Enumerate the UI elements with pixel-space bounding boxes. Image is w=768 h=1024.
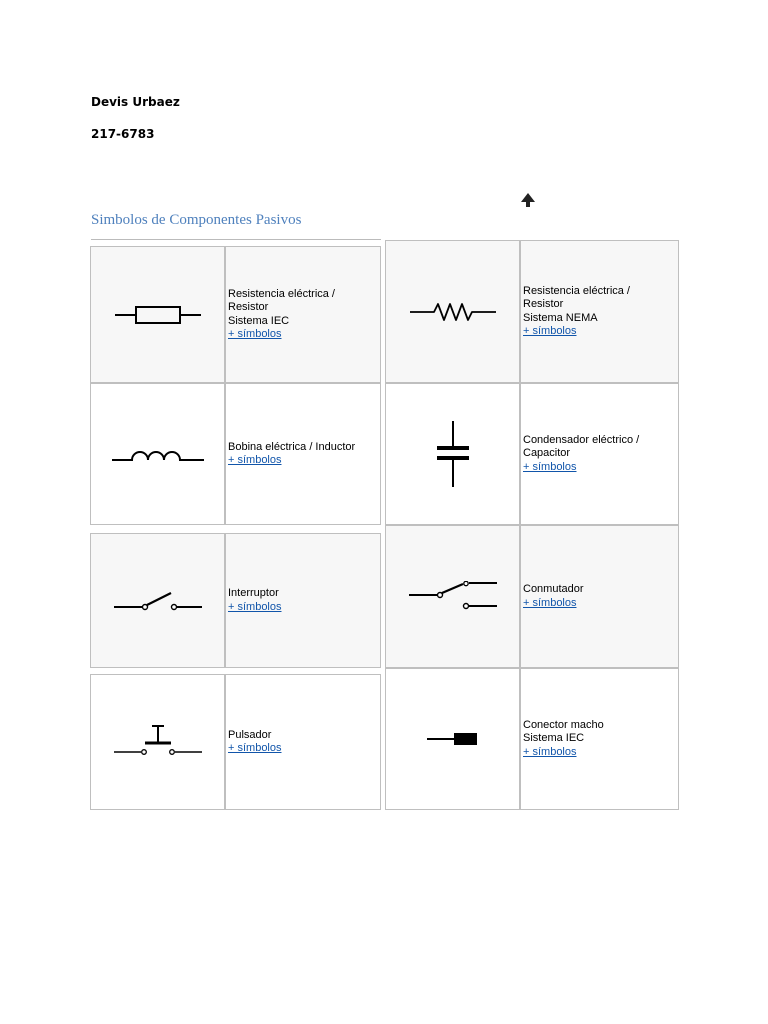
- component-description-cell: [225, 246, 381, 383]
- section-title: Simbolos de Componentes Pasivos: [91, 212, 302, 228]
- component-description-cell: [520, 525, 679, 668]
- component-label: Interruptor: [228, 587, 279, 599]
- component-label: Conmutador: [523, 583, 584, 595]
- component-icon-cell: [385, 525, 520, 668]
- component-description-cell: [225, 674, 381, 810]
- inductor-icon: [110, 442, 206, 466]
- switch-icon: [112, 589, 204, 613]
- component-icon-cell: [385, 668, 520, 810]
- component-label: Sistema IEC: [228, 314, 290, 327]
- component-icon-cell: [385, 383, 520, 525]
- component-description-cell: [225, 533, 381, 668]
- more-symbols-link[interactable]: + símbolos: [523, 596, 577, 609]
- resistor-iec-icon: [113, 303, 203, 327]
- author-id: 217-6783: [91, 127, 155, 141]
- arrow-up-icon[interactable]: [520, 192, 536, 208]
- more-symbols-link[interactable]: + símbolos: [523, 745, 577, 758]
- components-table: [90, 240, 679, 811]
- component-label: Pulsador: [228, 728, 272, 741]
- more-symbols-link[interactable]: + símbolos: [228, 328, 282, 340]
- component-icon-cell: [385, 240, 520, 383]
- component-label: Sistema NEMA: [523, 311, 598, 324]
- author-name: Devis Urbaez: [91, 95, 180, 109]
- component-label: Condensador eléctrico /: [523, 433, 640, 446]
- more-symbols-link[interactable]: + símbolos: [523, 460, 577, 473]
- component-description-cell: [225, 383, 381, 525]
- component-icon-cell: [90, 383, 225, 525]
- more-symbols-link[interactable]: + símbolos: [228, 742, 282, 754]
- resistor-nema-icon: [408, 300, 498, 324]
- capacitor-icon: [433, 419, 473, 489]
- component-label: Resistor: [228, 301, 269, 313]
- component-label: Resistor: [523, 298, 564, 310]
- component-label: Resistencia eléctrica /: [523, 284, 630, 297]
- push-button-icon: [112, 724, 204, 760]
- component-icon-cell: [90, 246, 225, 383]
- component-label: Conector macho: [523, 718, 604, 731]
- more-symbols-link[interactable]: + símbolos: [228, 600, 282, 613]
- component-description-cell: [520, 668, 679, 810]
- component-label: Resistencia eléctrica /: [228, 287, 335, 300]
- component-label: Capacitor: [523, 447, 571, 460]
- changeover-switch-icon: [407, 581, 499, 613]
- component-label: Sistema IEC: [523, 732, 585, 745]
- component-label: Bobina eléctrica / Inductor: [228, 440, 356, 453]
- component-description-cell: [520, 240, 679, 383]
- component-description-cell: [520, 383, 679, 525]
- more-symbols-link[interactable]: + símbolos: [228, 454, 282, 466]
- component-icon-cell: [90, 674, 225, 810]
- component-icon-cell: [90, 533, 225, 668]
- male-connector-icon: [425, 729, 481, 749]
- more-symbols-link[interactable]: + símbolos: [523, 325, 577, 337]
